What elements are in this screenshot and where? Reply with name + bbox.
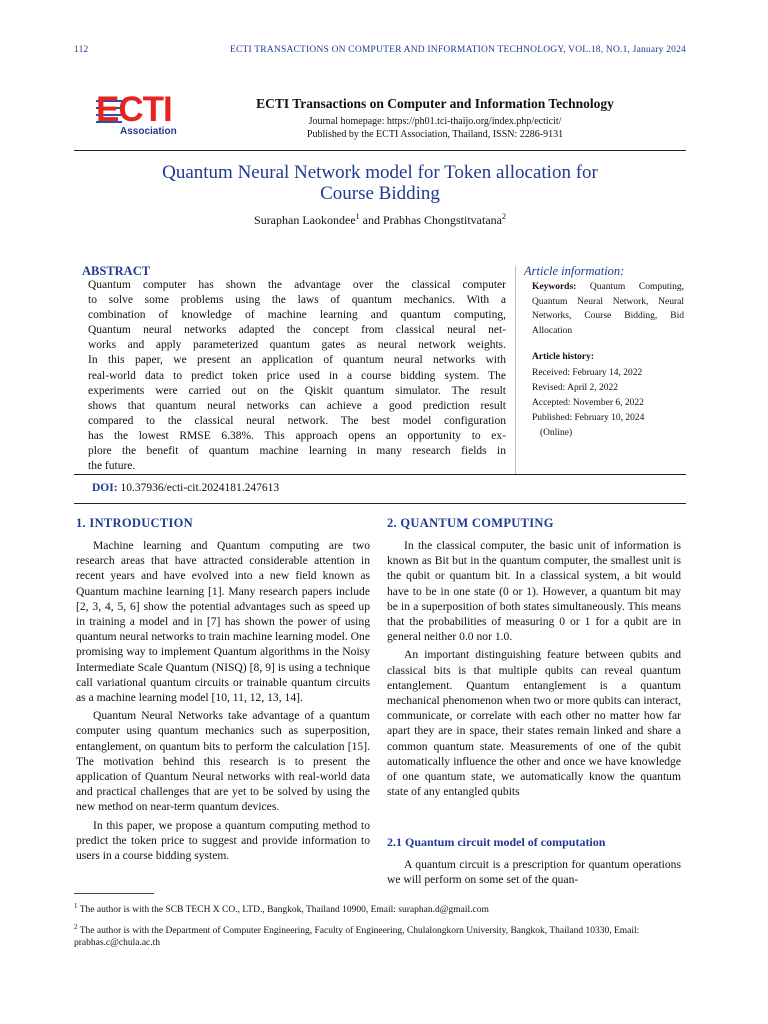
author-affiliation-mark: 1	[355, 212, 360, 221]
author-separator: and	[359, 213, 383, 227]
paper-title-line-1: Quantum Neural Network model for Token allocation for	[162, 162, 598, 183]
footnote-2	[74, 921, 686, 949]
paragraph: In the classical computer, the basic unit of information is known as Bit but in the quantum computer, the smallest unit is the qubit or quantum bit. In a classical system, a bit would have to be in one state (0 or 1). However, a quantum bit may be in a superposition of both states simultaneously. This means that the probabilities of measuring 0 or 1 for a qubit are in general neither 0.0 nor 1.0.	[387, 539, 681, 644]
abstract-line: has the lowest RMSE 6.38%. This approach opens an opportunity to ex-	[88, 429, 506, 442]
keywords-label: Keywords:	[532, 282, 577, 292]
article-info	[532, 280, 684, 442]
logo-wordmark: ECTI	[96, 90, 172, 129]
paragraph: In this paper, we propose a quantum computing method to predict the token price to suggest and provide information to users in a course bidding system.	[76, 818, 370, 863]
paragraph: A quantum circuit is a prescription for quantum operations we will perform on some set of the quan-	[387, 858, 681, 887]
abstract-line: plore the benefit of quantum machine learning in many research fields in	[88, 445, 506, 458]
quantum-computing-body	[387, 538, 681, 799]
journal-homepage: Journal homepage: https://ph01.tci-thaijo.org/index.php/ecticit/	[308, 116, 562, 127]
introduction-body	[76, 538, 370, 863]
doi-link[interactable]: 10.37936/ecti-cit.2024181.247613	[120, 482, 280, 494]
keywords-text: Quantum Computing, Quantum Neural Network, Neural Networks, Course Bidding, Bid Allocation	[532, 282, 684, 336]
doi-rule	[74, 503, 686, 504]
paragraph: Quantum Neural Networks take advantage of a quantum computer using quantum mechanics such as superposition, entanglement, on quantum bits to perform the calculation [15]. The motivation behind this research is to present the application of Quantum Neural networks with real-world data and practical challenges that are yet to be solved by using the new method on near-term quantum devices.	[76, 709, 370, 814]
keywords-block	[532, 280, 684, 338]
paragraph: An important distinguishing feature between qubits and classical bits is that multiple qubits can reveal quantum entanglement. Quantum entanglement is a quantum mechanical phenomenon when two or more qubits can interact, communicate, or correlate with each other no matter how far apart they are in space, their states remain linked and share a common quantum state. Measurements of one of the qubit automatically influence the other and once we have knowledge of one quantum state, we automatically know the quantum state of any entangled qubits	[387, 648, 681, 799]
abstract-line: experiments were carried out on the Qiskit quantum simulator. The result	[88, 384, 506, 397]
abstract-line: Quantum neural networks adapted the concept from classical neural net-	[88, 324, 506, 337]
footnote-mark: 2	[74, 923, 78, 931]
author-name: Prabhas Chongstitvatana	[382, 213, 502, 227]
abstract-rule	[74, 474, 686, 475]
footnote-text: The author is with the SCB TECH X CO., LTD., Bangkok, Thailand 10900, Email: suraphan.d@gmail.com	[79, 905, 489, 916]
abstract-line: In this paper, we present an application of quantum neural networks with	[88, 354, 506, 367]
history-received: Received: February 14, 2022	[532, 367, 643, 378]
paragraph: Machine learning and Quantum computing are two research areas that have attracted considerable attention in recent years and have evolved into a new field known as Quantum machine learning [1]. Many research papers include [2, 3, 4, 5, 6] show the potential advantages such as speed up in training a model and in [7] has shown the power of using quantum neural networks to train machine learning model. One promising way to implement Quantum algorithms in the Noisy Intermediate Scale Quantum (NISQ) [8, 9] is using a technique call variational quantum circuits or trainable quantum circuits as a machine learning model [10, 11, 12, 13, 14].	[76, 539, 370, 705]
abstract-line: compared to the classical neural network. The best model configuration	[88, 414, 506, 427]
abstract-line: shows that quantum neural networks can achieve a good prediction result	[88, 399, 506, 412]
author-list	[74, 212, 686, 228]
doi-line	[92, 482, 279, 494]
abstract-line: real-world data to predict token price used in a course bidding system. The	[88, 369, 506, 382]
article-history	[532, 350, 684, 441]
paper-title	[74, 162, 686, 204]
journal-running-title: ECTI TRANSACTIONS ON COMPUTER AND INFORMATION TECHNOLOGY, VOL.18, NO.1, January 2024	[229, 45, 686, 55]
subsection-body	[387, 857, 681, 887]
article-info-heading: Article information:	[524, 264, 625, 278]
author-name: Suraphan Laokondee	[254, 213, 356, 227]
masthead-rule	[74, 150, 686, 151]
publisher-line: Published by the ECTI Association, Thailand, ISSN: 2286-9131	[306, 129, 564, 140]
paper-title-line-2: Course Bidding	[320, 183, 440, 204]
subsection-heading: 2.1 Quantum circuit model of computation	[387, 835, 606, 849]
footnote-rule	[74, 893, 154, 894]
abstract-line: works and apply parameterized quantum gates as neural network weights.	[88, 339, 506, 352]
abstract-line: the future.	[88, 460, 136, 473]
abstract-body	[88, 278, 506, 474]
section-heading-quantum-computing: 2. QUANTUM COMPUTING	[387, 516, 554, 530]
footnote-text: The author is with the Department of Computer Engineering, Faculty of Engineering, Chulalongkorn University, Bangkok, Thailand 10330, Email: prabhas.c@chula.ac.th	[74, 926, 640, 949]
logo-subtitle: Association	[120, 126, 177, 137]
abstract-line: Quantum computer has shown the advantage over the classical computer	[88, 279, 506, 291]
abstract-line: combination of knowledge of machine learning and quantum computing,	[88, 309, 506, 322]
history-label: Article history:	[532, 352, 594, 363]
column-divider	[515, 266, 516, 474]
author-affiliation-mark: 2	[501, 212, 506, 221]
section-heading-introduction: 1. INTRODUCTION	[76, 516, 194, 530]
doi-label: DOI:	[92, 482, 118, 494]
history-published: Published: February 10, 2024	[532, 413, 645, 424]
footnote-mark: 1	[74, 902, 78, 910]
abstract-heading: ABSTRACT	[82, 264, 151, 278]
history-revised: Revised: April 2, 2022	[532, 382, 619, 393]
page-number: 112	[74, 45, 89, 55]
footnote-1	[74, 900, 686, 916]
ecti-logo	[96, 90, 180, 140]
journal-title: ECTI Transactions on Computer and Information Technology	[256, 96, 614, 111]
history-accepted: Accepted: November 6, 2022	[532, 397, 644, 408]
history-online: (Online)	[540, 428, 573, 439]
abstract-line: to solve some problems using the laws of quantum mechanics. With a	[88, 294, 506, 307]
masthead	[200, 96, 670, 140]
